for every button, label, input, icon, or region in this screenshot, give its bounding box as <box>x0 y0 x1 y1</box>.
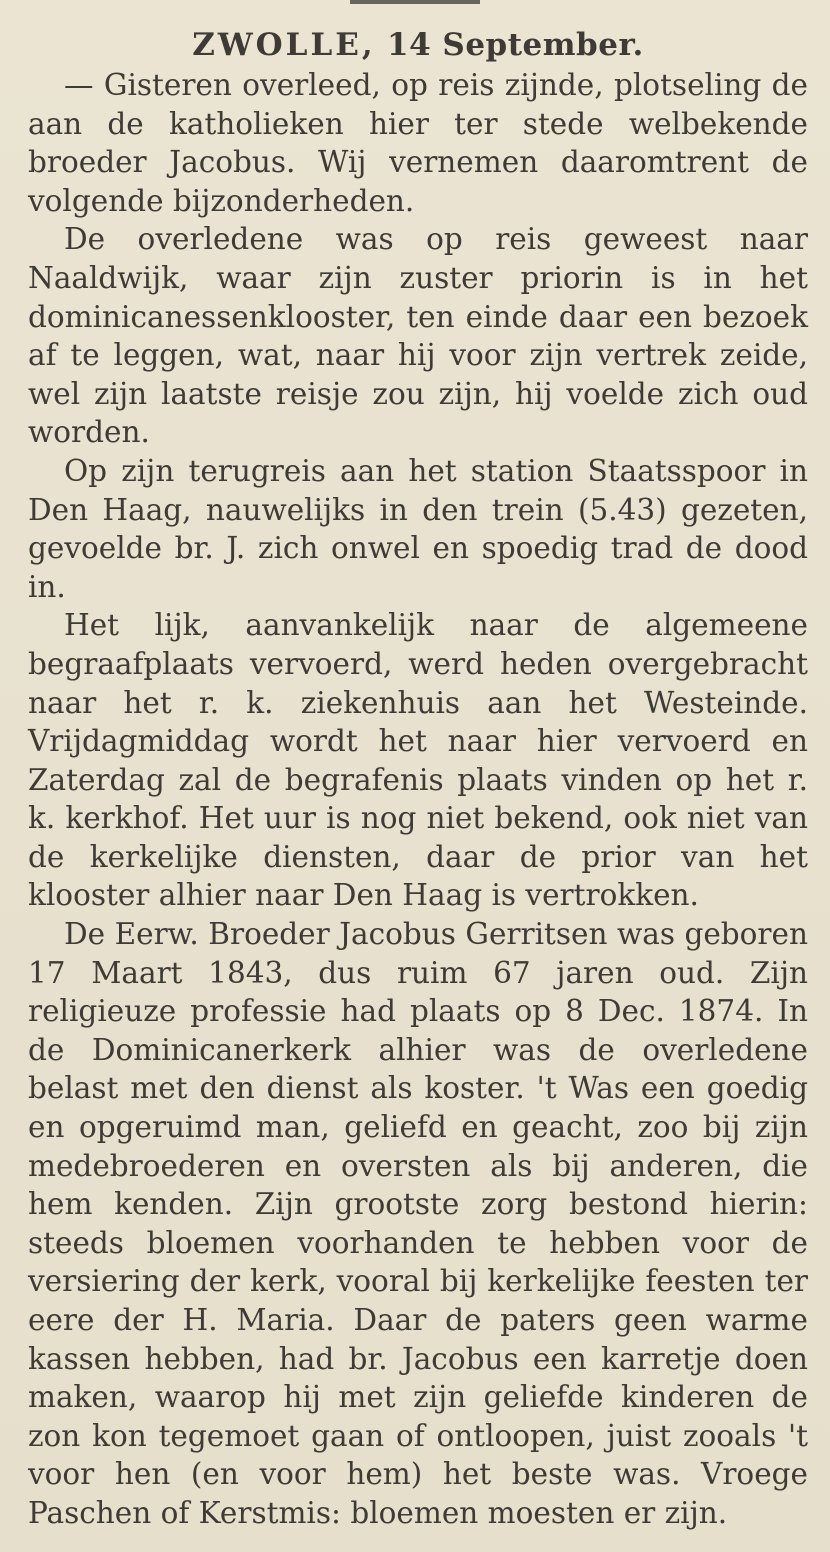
article-paragraph: Op zijn terugreis aan het station Staatsspoor in Den Haag, nauwelijks in den trein (5.43) gezeten, gevoelde br. J. zich onwel en spoedig trad de dood in. <box>28 453 808 604</box>
article-headline <box>28 26 808 64</box>
article-paragraph: De Eerw. Broeder Jacobus Gerritsen was geboren 17 Maart 1843, dus ruim 67 jaren oud. Zijn religieuze professie had plaats op 8 Dec. 1874. In de Dominicanerkerk alhier was de overledene belast met den dienst als koster. 't Was een goedig en opgeruimd man, geliefd en geacht, zoo bij zijn medebroederen en oversten als bij anderen, die hem kenden. Zijn grootste zorg bestond hierin: steeds bloemen voorhanden te hebben voor de versiering der kerk, vooral bij kerkelijke feesten ter eere der H. Maria. Daar de paters geen warme kassen hebben, had br. Jacobus een karretje doen maken, waarop hij met zijn geliefde kinderen de zon kon tegemoet gaan of ontloopen, juist zooals 't voor hen (en voor hem) het beste was. Vroege Paschen of Kerstmis: bloemen moesten er zijn. <box>28 917 808 1530</box>
headline-place: ZWOLLE, <box>192 27 376 63</box>
news-article <box>28 26 808 1533</box>
article-paragraph: De overledene was op reis geweest naar Naaldwijk, waar zijn zuster priorin is in het dominicanessenklooster, ten einde daar een bezoek af te leggen, wat, naar hij voor zijn vertrek zeide, wel zijn laatste reisje zou zijn, hij voelde zich oud worden. <box>28 222 808 450</box>
article-paragraph: Het lijk, aanvankelijk naar de algemeene begraafplaats vervoerd, werd heden overgebracht naar het r. k. ziekenhuis aan het Westeinde. Vrijdagmiddag wordt het naar hier vervoerd en Zaterdag zal de begrafenis plaats vinden op het r. k. kerkhof. Het uur is nog niet bekend, ook niet van de kerkelijke diensten, daar de prior van het klooster alhier naar Den Haag is vertrokken. <box>28 608 808 913</box>
article-paragraph: — Gisteren overleed, op reis zijnde, plotseling de aan de katholieken hier ter stede welbekende broeder Jacobus. Wij vernemen daaromtrent de volgende bijzonderheden. <box>28 68 808 218</box>
headline-date: 14 September. <box>375 27 644 63</box>
column-rule <box>350 0 480 4</box>
